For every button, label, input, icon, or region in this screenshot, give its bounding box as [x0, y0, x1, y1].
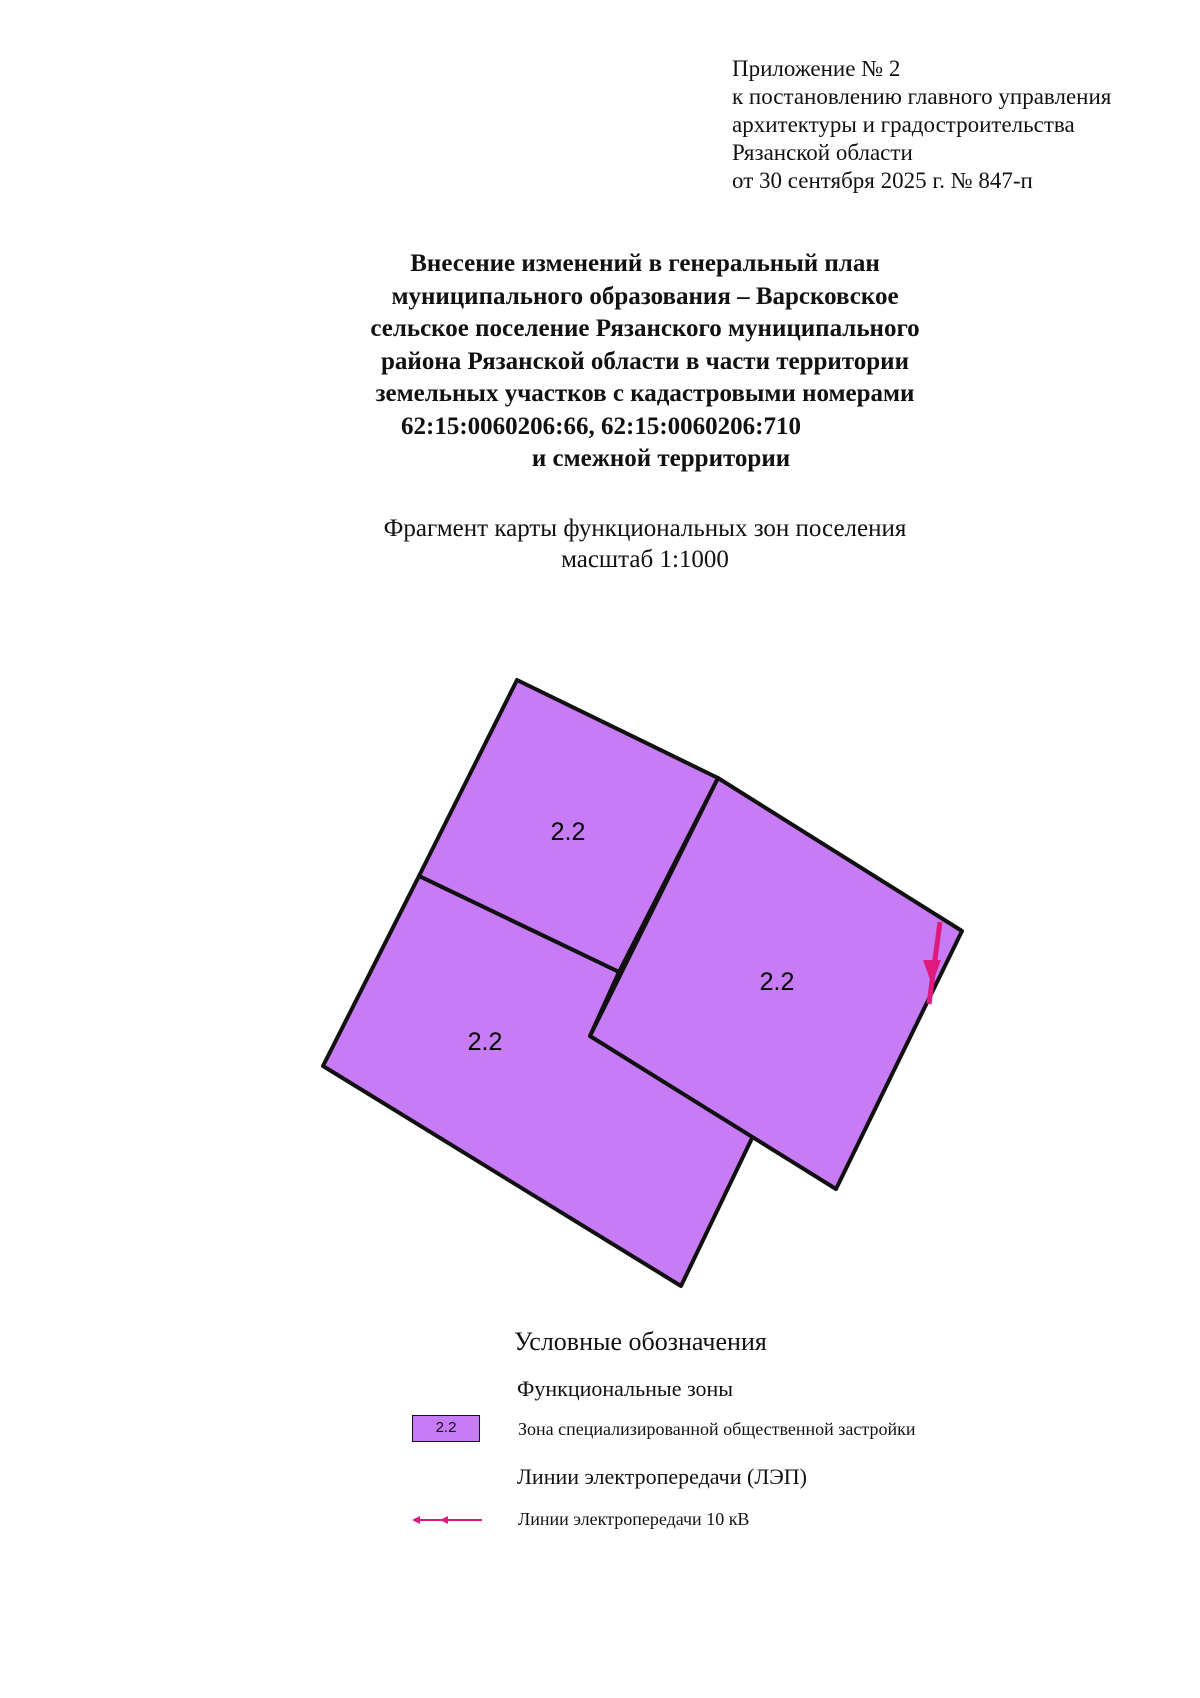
legend-power-heading: Линии электропередачи (ЛЭП) [517, 1464, 807, 1489]
title-line: 62:15:0060206:66, 62:15:0060206:710 [401, 412, 801, 440]
arrow-right-icon [440, 1516, 448, 1524]
zone-label: 2.2 [759, 968, 795, 996]
appendix-line: архитектуры и градостроительства [732, 112, 1075, 137]
legend-power-line-symbol [410, 1510, 490, 1530]
title-line: земельных участков с кадастровыми номерами [375, 380, 915, 407]
subtitle-line: масштаб 1:1000 [561, 546, 729, 573]
appendix-line: Приложение № 2 [732, 56, 901, 81]
appendix-line: Рязанской области [732, 140, 913, 165]
arrow-left-icon [412, 1516, 420, 1524]
legend-zone-text: Зона специализированной общественной застройки [518, 1419, 916, 1439]
subtitle-line: Фрагмент карты функциональных зон поселения [383, 515, 907, 542]
appendix-line: от 30 сентября 2025 г. № 847-п [732, 168, 1033, 193]
legend-zone-swatch: 2.2 [412, 1415, 480, 1442]
zone-label: 2.2 [550, 818, 586, 846]
legend-power-text: Линии электропередачи 10 кВ [518, 1509, 750, 1529]
title-line: муниципального образования – Варсковское [391, 282, 899, 310]
legend-title: Условные обозначения [514, 1327, 767, 1356]
legend-zones-heading: Функциональные зоны [517, 1376, 734, 1401]
title-line: и смежной территории [531, 445, 791, 472]
appendix-line: к постановлению главного управления [732, 84, 1112, 109]
zone-label: 2.2 [467, 1028, 503, 1056]
title-line: района Рязанской области в части территории [381, 347, 909, 375]
title-line: сельское поселение Рязанского муниципального [370, 315, 920, 342]
title-line: Внесение изменений в генеральный план [410, 250, 880, 277]
